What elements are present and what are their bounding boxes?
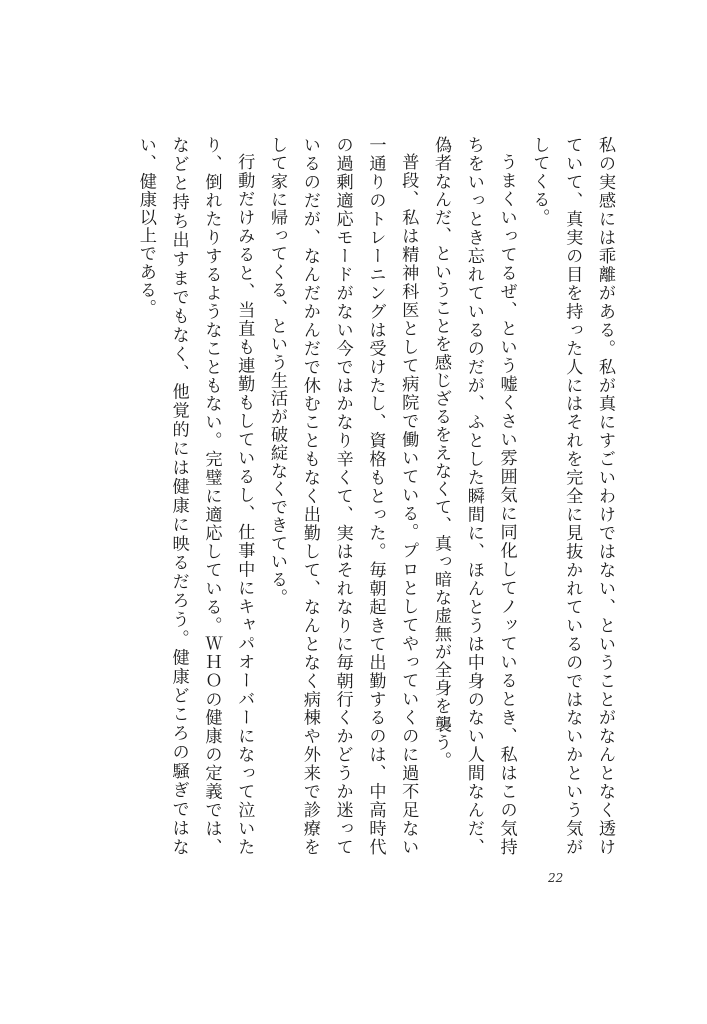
paragraph-4: 行動だけみると、当直も連勤もしているし、仕事中にキャパオーバーになって泣いたり、倒れたりするようなこともない。完璧に適応している。ＷＨＯの健康の定義では、などと持ち出すまでもなく、他覚的には健康に映るだろう。健康どころの騒ぎではない、健康以上である。	[135, 136, 255, 856]
paragraph-3: 普段、私は精神科医として病院で働いている。プロとしてやっていくのに過不足ない一通りのトレーニングは受けたし、資格もとった。毎朝起きて出勤するのは、中高時代の過剰適応モードがない今ではかなり辛くて、実はそれなりに毎朝行くかどうか迷っているのだが、なんだかんだで休むこともなく出勤して、なんとなく病棟や外来で診療をして家に帰ってくる、という生活が破綻なくできている。	[267, 136, 419, 856]
paragraph-1: 私の実感には乖離がある。私が真にすごいわけではない、ということがなんとなく透けていて、真実の目を持った人にはそれを完全に見抜かれているのではないかという気がしてくる。	[529, 136, 615, 856]
paragraph-2: うまくいってるぜ、という嘘くさい雰囲気に同化してノッているとき、私はこの気持ちをいっとき忘れているのだが、ふとした瞬間に、ほんとうは中身のない人間なんだ、偽者なんだ、ということを感じざるをえなくて、真っ暗な虚無が全身を襲う。	[431, 136, 517, 856]
vertical-text-body	[129, 136, 621, 856]
page-number: 22	[548, 871, 564, 885]
